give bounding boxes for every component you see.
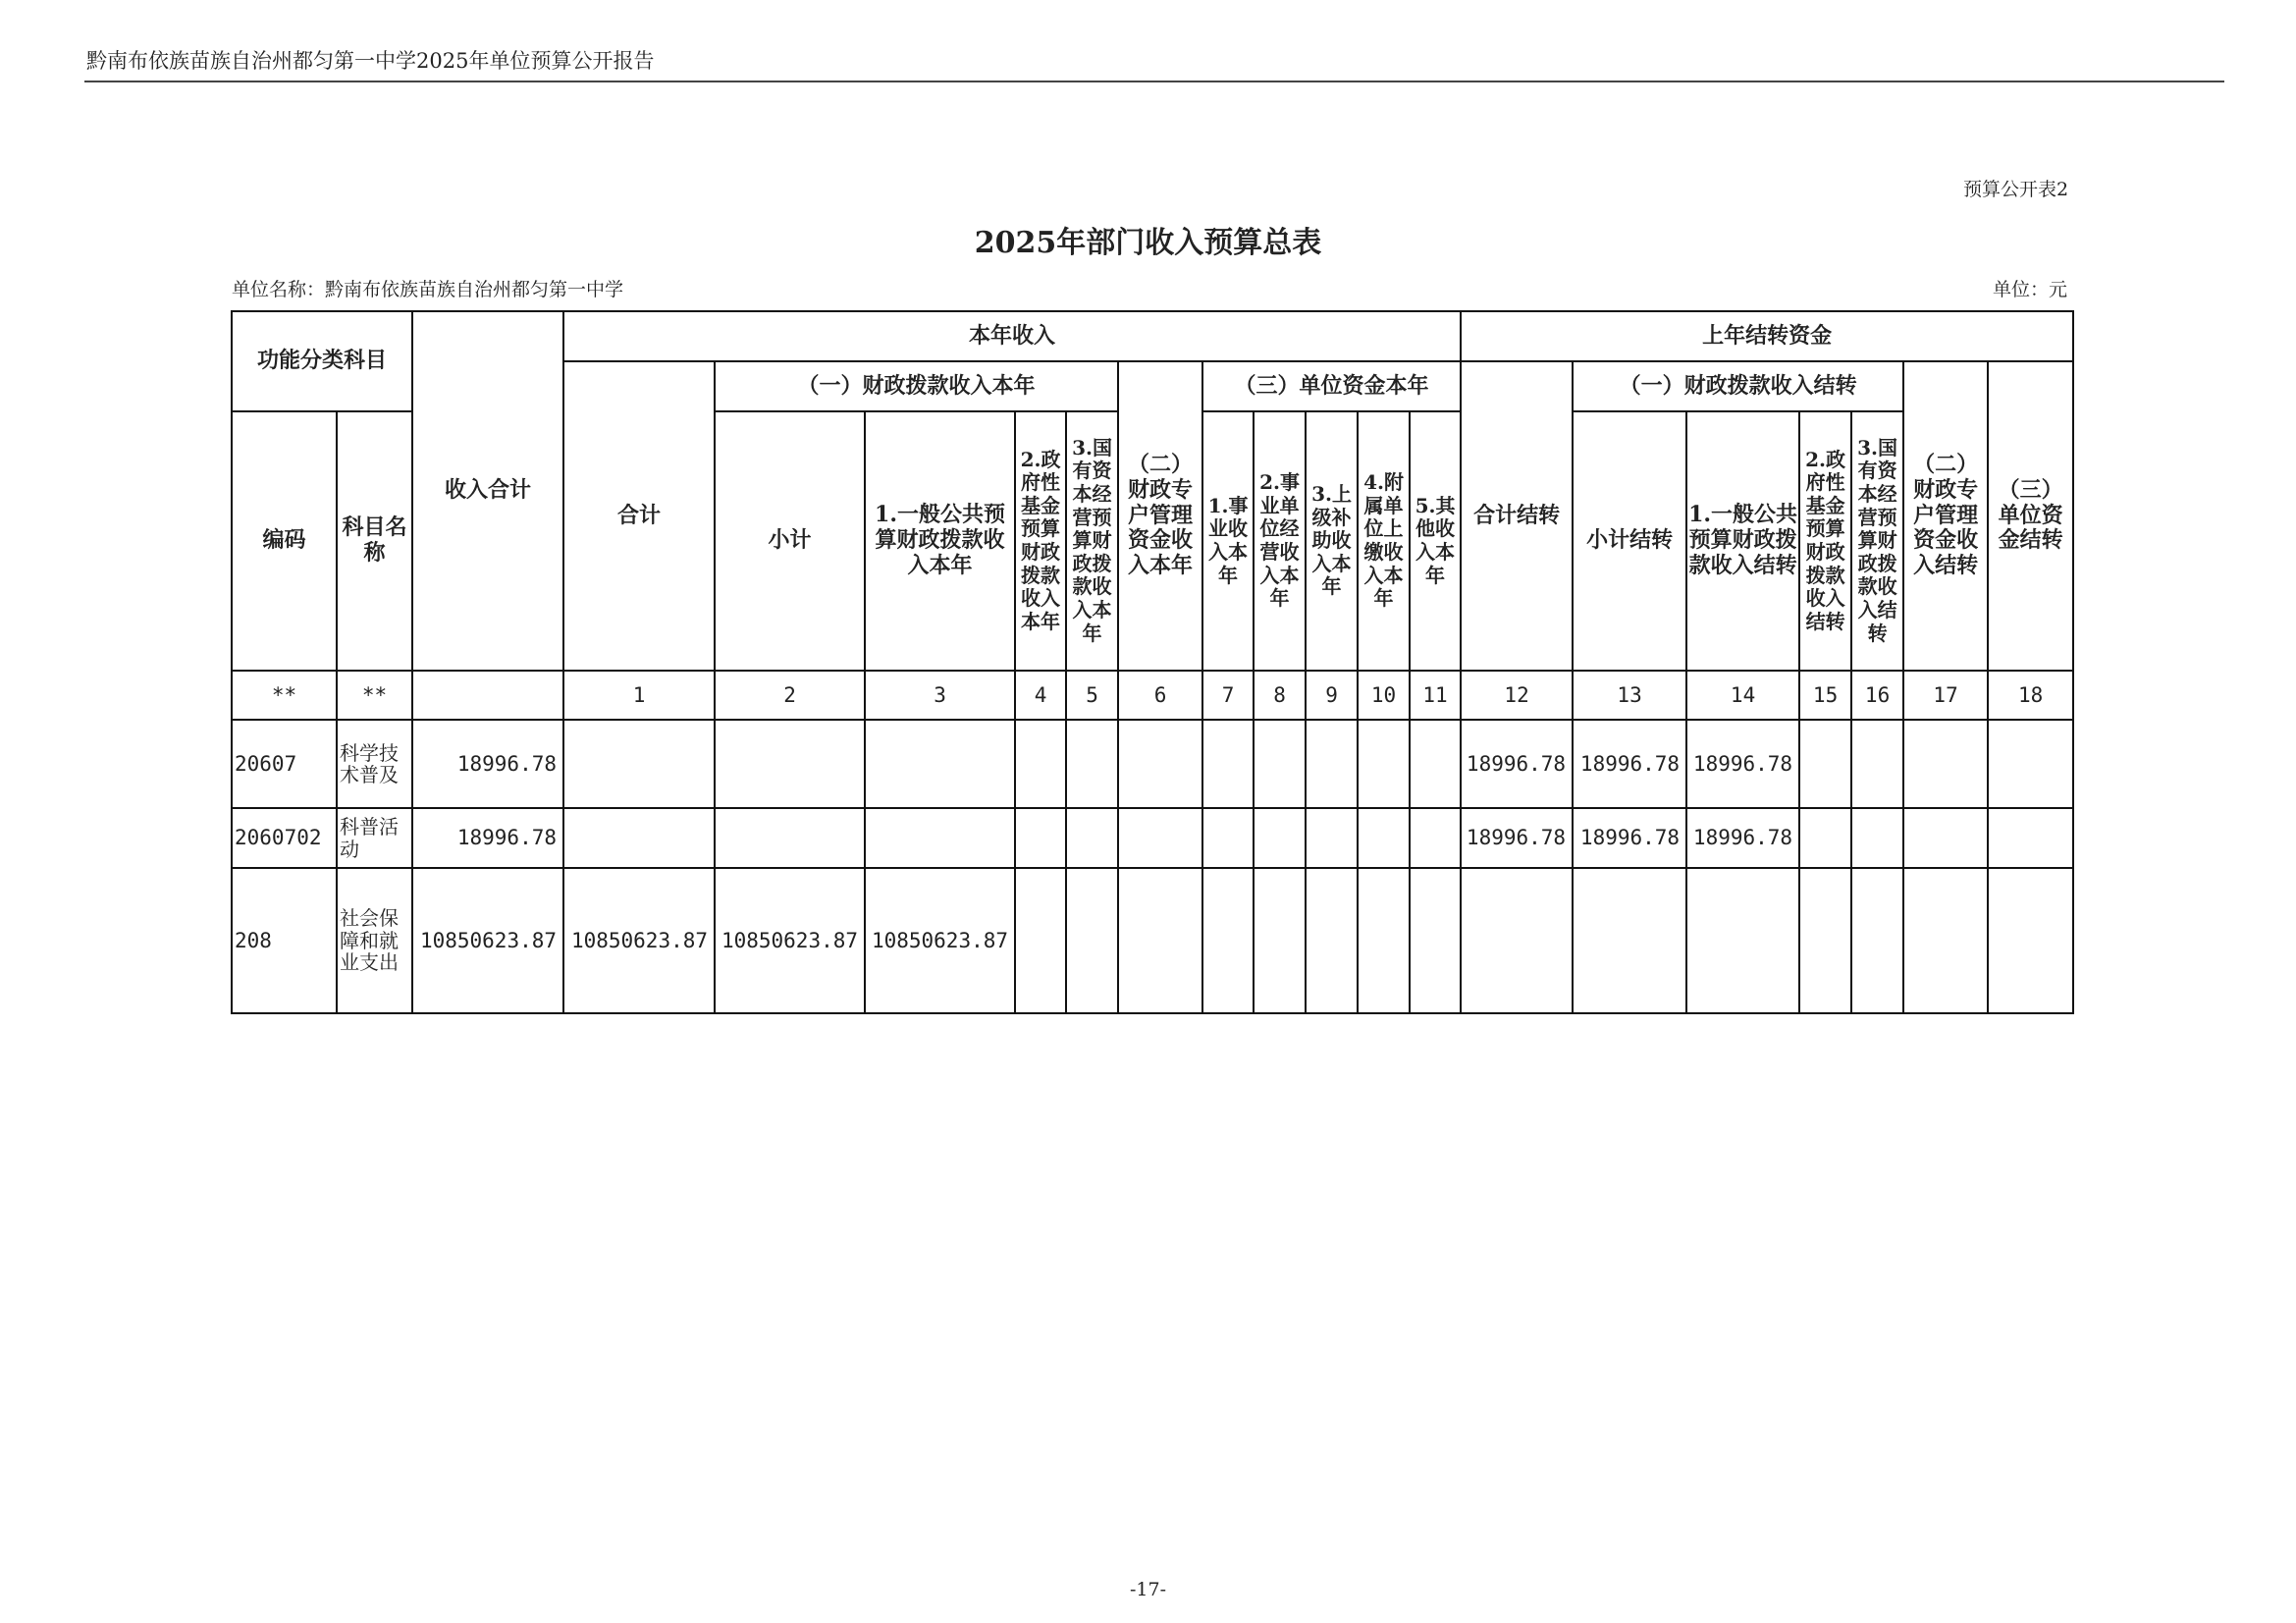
unit-name: 单位名称：黔南布依族苗族自治州都匀第一中学 bbox=[232, 279, 624, 300]
row-value bbox=[1118, 720, 1202, 808]
header-affiliated-income: 4.附属单位上缴收入本年 bbox=[1358, 411, 1410, 671]
row-value bbox=[1015, 868, 1066, 1013]
row-value bbox=[1686, 868, 1799, 1013]
header-operating-income: 2.事业单位经营收入本年 bbox=[1254, 411, 1306, 671]
row-value bbox=[1410, 720, 1461, 808]
row-value bbox=[1306, 720, 1358, 808]
header-subtotal: 小计 bbox=[715, 411, 865, 671]
page-title: 2025年部门收入预算总表 bbox=[974, 226, 1322, 260]
index-cell: ** bbox=[337, 671, 412, 720]
row-value bbox=[1202, 808, 1254, 868]
row-value bbox=[1799, 868, 1851, 1013]
row-value bbox=[1254, 720, 1306, 808]
row-value bbox=[1306, 868, 1358, 1013]
header-func-class: 功能分类科目 bbox=[232, 311, 412, 411]
header-total-carry: 合计结转 bbox=[1461, 361, 1573, 671]
row-value bbox=[563, 808, 715, 868]
row-value bbox=[1988, 720, 2073, 808]
header-special-account: （二）财政专户管理资金收入本年 bbox=[1118, 361, 1202, 671]
index-cell: 4 bbox=[1015, 671, 1066, 720]
row-value bbox=[1988, 868, 2073, 1013]
header-unit-funds-carry: （三）单位资金结转 bbox=[1988, 361, 2073, 671]
row-value bbox=[1202, 720, 1254, 808]
row-name: 科普活动 bbox=[337, 808, 412, 868]
index-cell bbox=[412, 671, 563, 720]
row-value bbox=[1254, 808, 1306, 868]
row-value bbox=[1410, 868, 1461, 1013]
page-number: -17- bbox=[1129, 1579, 1167, 1600]
row-value bbox=[1066, 808, 1118, 868]
index-cell: 5 bbox=[1066, 671, 1118, 720]
index-cell: 3 bbox=[865, 671, 1015, 720]
index-cell: 8 bbox=[1254, 671, 1306, 720]
row-value bbox=[1851, 720, 1903, 808]
row-value bbox=[1903, 720, 1988, 808]
row-value bbox=[1118, 808, 1202, 868]
table-row bbox=[232, 808, 2073, 868]
header-subsidy-income: 3.上级补助收入本年 bbox=[1306, 411, 1358, 671]
row-value bbox=[563, 720, 715, 808]
row-value bbox=[1903, 808, 1988, 868]
form-number: 预算公开表2 bbox=[1963, 179, 2069, 200]
header-subject-name: 科目名称 bbox=[337, 411, 412, 671]
row-value: 18996.78 bbox=[412, 720, 563, 808]
row-value: 18996.78 bbox=[1686, 720, 1799, 808]
row-value bbox=[1903, 868, 1988, 1013]
column-index-row bbox=[232, 671, 2073, 720]
header-gov-fund-carry: 2.政府性基金预算财政拨款收入结转 bbox=[1799, 411, 1851, 671]
row-value bbox=[1015, 720, 1066, 808]
row-value bbox=[1410, 808, 1461, 868]
row-value bbox=[1573, 868, 1686, 1013]
index-cell: 15 bbox=[1799, 671, 1851, 720]
index-cell: 14 bbox=[1686, 671, 1799, 720]
header-divider bbox=[84, 81, 2224, 82]
row-value bbox=[1066, 868, 1118, 1013]
row-value bbox=[1851, 808, 1903, 868]
index-cell: 11 bbox=[1410, 671, 1461, 720]
row-value: 18996.78 bbox=[1573, 808, 1686, 868]
header-general-public-carry: 1.一般公共预算财政拨款收入结转 bbox=[1686, 411, 1799, 671]
index-cell: 17 bbox=[1903, 671, 1988, 720]
row-name: 社会保障和就业支出 bbox=[337, 868, 412, 1013]
row-value bbox=[1988, 808, 2073, 868]
header-fiscal-appropriation: （一）财政拨款收入本年 bbox=[715, 361, 1118, 411]
index-cell: 13 bbox=[1573, 671, 1686, 720]
row-value: 10850623.87 bbox=[865, 868, 1015, 1013]
row-value bbox=[1799, 808, 1851, 868]
table-row bbox=[232, 720, 2073, 808]
index-cell: 6 bbox=[1118, 671, 1202, 720]
index-cell: 1 bbox=[563, 671, 715, 720]
header-fiscal-carry: （一）财政拨款收入结转 bbox=[1573, 361, 1903, 411]
row-name: 科学技术普及 bbox=[337, 720, 412, 808]
index-cell: 16 bbox=[1851, 671, 1903, 720]
row-code: 2060702 bbox=[232, 808, 337, 868]
header-subtotal-carry: 小计结转 bbox=[1573, 411, 1686, 671]
row-value bbox=[865, 720, 1015, 808]
report-header: 黔南布依族苗族自治州都匀第一中学2025年单位预算公开报告 bbox=[86, 49, 655, 73]
header-current-year: 本年收入 bbox=[563, 311, 1461, 361]
index-cell: ** bbox=[232, 671, 337, 720]
row-value: 10850623.87 bbox=[715, 868, 865, 1013]
row-value bbox=[1799, 720, 1851, 808]
row-value bbox=[1306, 808, 1358, 868]
row-value bbox=[715, 720, 865, 808]
row-code: 20607 bbox=[232, 720, 337, 808]
index-cell: 9 bbox=[1306, 671, 1358, 720]
row-value: 10850623.87 bbox=[412, 868, 563, 1013]
header-special-account-carry: （二）财政专户管理资金收入结转 bbox=[1903, 361, 1988, 671]
header-general-public: 1.一般公共预算财政拨款收入本年 bbox=[865, 411, 1015, 671]
row-value: 10850623.87 bbox=[563, 868, 715, 1013]
row-value: 18996.78 bbox=[1686, 808, 1799, 868]
row-value: 18996.78 bbox=[412, 808, 563, 868]
row-value: 18996.78 bbox=[1461, 720, 1573, 808]
row-value bbox=[1461, 868, 1573, 1013]
row-value bbox=[1851, 868, 1903, 1013]
income-budget-table bbox=[231, 310, 2074, 1014]
row-value: 18996.78 bbox=[1573, 720, 1686, 808]
header-total: 合计 bbox=[563, 361, 715, 671]
index-cell: 10 bbox=[1358, 671, 1410, 720]
row-value bbox=[715, 808, 865, 868]
row-value bbox=[1358, 868, 1410, 1013]
index-cell: 18 bbox=[1988, 671, 2073, 720]
header-state-capital-carry: 3.国有资本经营预算财政拨款收入结转 bbox=[1851, 411, 1903, 671]
table-row bbox=[232, 868, 2073, 1013]
row-value bbox=[865, 808, 1015, 868]
header-state-capital: 3.国有资本经营预算财政拨款收入本年 bbox=[1066, 411, 1118, 671]
row-value bbox=[1358, 720, 1410, 808]
row-value bbox=[1118, 868, 1202, 1013]
index-cell: 12 bbox=[1461, 671, 1573, 720]
header-business-income: 1.事业收入本年 bbox=[1202, 411, 1254, 671]
header-unit-funds: （三）单位资金本年 bbox=[1202, 361, 1461, 411]
row-code: 208 bbox=[232, 868, 337, 1013]
header-prev-carryover: 上年结转资金 bbox=[1461, 311, 2073, 361]
currency-unit: 单位：元 bbox=[1993, 279, 2068, 300]
row-value bbox=[1066, 720, 1118, 808]
row-value bbox=[1358, 808, 1410, 868]
index-cell: 7 bbox=[1202, 671, 1254, 720]
row-value bbox=[1254, 868, 1306, 1013]
header-other-income: 5.其他收入本年 bbox=[1410, 411, 1461, 671]
row-value bbox=[1202, 868, 1254, 1013]
row-value: 18996.78 bbox=[1461, 808, 1573, 868]
header-total-income: 收入合计 bbox=[412, 311, 563, 671]
index-cell: 2 bbox=[715, 671, 865, 720]
row-value bbox=[1015, 808, 1066, 868]
header-code: 编码 bbox=[232, 411, 337, 671]
header-gov-fund: 2.政府性基金预算财政拨款收入本年 bbox=[1015, 411, 1066, 671]
